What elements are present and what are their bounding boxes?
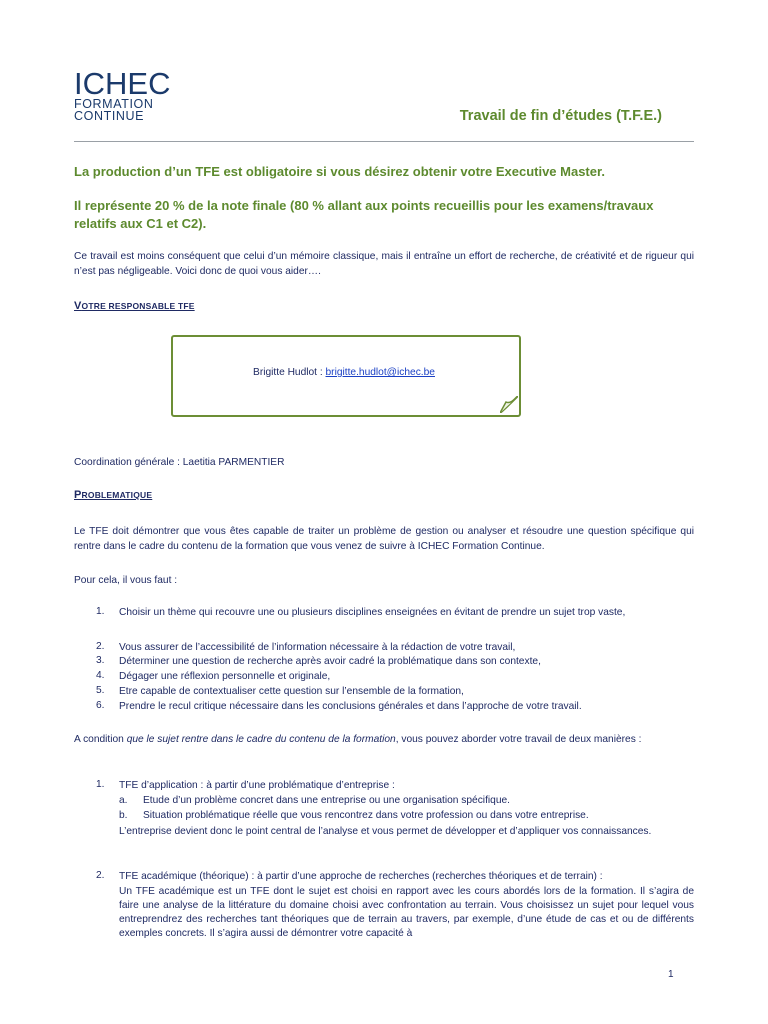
contact-name: Brigitte Hudlot : (253, 367, 326, 378)
list-number: 6. (96, 700, 105, 711)
list-item: Vous assurer de l’accessibilité de l’information nécessaire à la rédaction de votre travail, (119, 642, 516, 653)
heading-initial: V (74, 300, 82, 312)
logo-formation: FORMATION (74, 97, 154, 111)
heading-rest: OTRE RESPONSABLE TFE (81, 301, 195, 311)
problem-paragraph: Le TFE doit démontrer que vous êtes capable de traiter un problème de gestion ou analyser et résoudre une question spécifique qui rentre dans le cadre du contenu de la formation que vous venez de suivre à ICHEC Formation Continue. (74, 526, 694, 552)
type-title: TFE d’application : à partir d’une problématique d’entreprise : (119, 780, 395, 791)
list-item: Dégager une réflexion personnelle et originale, (119, 671, 331, 682)
page-number: 1 (668, 969, 674, 980)
sub-item: Situation problématique réelle que vous rencontrez dans votre profession ou dans votre entreprise. (143, 810, 589, 821)
list-item: Prendre le recul critique nécessaire dans les conclusions générales et dans l’approche de votre travail. (119, 701, 582, 712)
header-divider (74, 141, 694, 142)
sub-letter: b. (119, 810, 128, 821)
list-item: Déterminer une question de recherche après avoir cadré la problématique dans son contexte, (119, 656, 541, 667)
type-title: TFE académique (théorique) : à partir d’une approche de recherches (recherches théoriques et de terrain) : (119, 871, 603, 882)
condition-paragraph (74, 732, 694, 747)
pour-cela-text: Pour cela, il vous faut : (74, 575, 178, 586)
list-number: 1. (96, 779, 105, 790)
heading-initial: P (74, 489, 82, 501)
lead-paragraph-2: Il représente 20 % de la note finale (80 % allant aux points recueillis pour les examens/travaux relatifs aux C1 et C2). (74, 198, 654, 231)
page-curl-icon (500, 396, 518, 413)
list-number: 3. (96, 655, 105, 666)
contact-email-link[interactable]: brigitte.hudlot@ichec.be (325, 367, 435, 378)
intro-paragraph: Ce travail est moins conséquent que celui d’un mémoire classique, mais il entraîne un effort de recherche, de créativité et de rigueur qui n’est pas négligeable. Voici donc de quoi vous aider…. (74, 251, 694, 277)
condition-after: , vous pouvez aborder votre travail de deux manières : (395, 734, 642, 745)
list-item: Etre capable de contextualiser cette question sur l’ensemble de la formation, (119, 686, 464, 697)
sub-item: Etude d’un problème concret dans une entreprise ou une organisation spécifique. (143, 795, 510, 806)
contact-line (171, 367, 517, 378)
list-number: 2. (96, 641, 105, 652)
condition-italic: que le sujet rentre dans le cadre du contenu de la formation (126, 734, 396, 745)
section-heading-problematique (74, 489, 152, 501)
ichec-logo: ICHEC (74, 66, 171, 101)
sub-letter: a. (119, 795, 128, 806)
heading-rest: ROBLEMATIQUE (81, 490, 153, 500)
lead-paragraph-1: La production d’un TFE est obligatoire si vous désirez obtenir votre Executive Master. (74, 164, 605, 179)
list-number: 4. (96, 670, 105, 681)
list-number: 2. (96, 870, 105, 881)
section-heading-responsable (74, 300, 195, 312)
condition-before: A condition (74, 734, 127, 745)
type-body: L’entreprise devient donc le point central de l’analyse et vous permet de développer et d’appliquer vos connaissances. (119, 826, 652, 837)
list-number: 1. (96, 606, 105, 617)
document-title: Travail de fin d’études (T.F.E.) (459, 108, 662, 124)
coordination-text: Coordination générale : Laetitia PARMENTIER (74, 457, 285, 468)
logo-continue: CONTINUE (74, 109, 145, 123)
list-number: 5. (96, 685, 105, 696)
type-body: Un TFE académique est un TFE dont le sujet est choisi en rapport avec les cours abordés lors de la formation. Il s’agira de faire une analyse de la littérature du domaine choisi avec confrontation au terrain. Vous choisissez un sujet pour lequel vous entreprendrez des recherches tant théoriques que de terrain au travers, par exemple, d’une étude de cas et ou de différents exemples concrets. Il s’agira aussi de démontrer votre capacité à (119, 886, 694, 939)
list-item: Choisir un thème qui recouvre une ou plusieurs disciplines enseignées en évitant de prendre un sujet trop vaste, (119, 607, 626, 618)
